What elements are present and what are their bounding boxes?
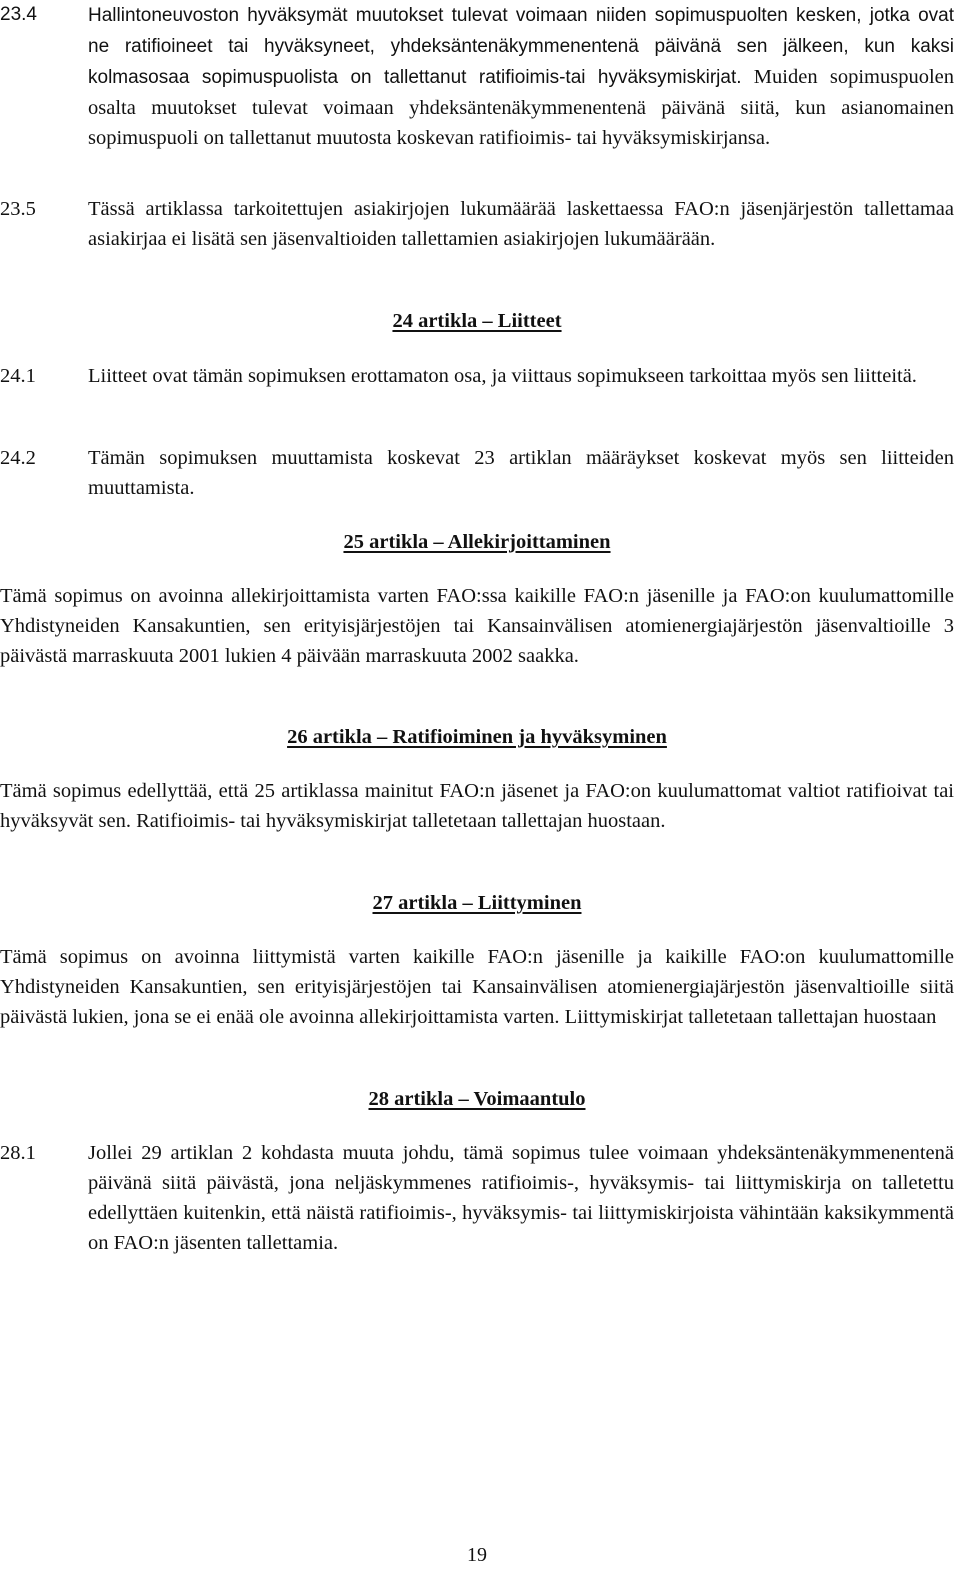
paragraph-text: Tässä artiklassa tarkoitettujen asiakirjojen lukumäärää laskettaessa FAO:n jäsenjärjestön tallettamaa asiakirjaa ei lisätä sen jäsenvaltioiden tallettamien asiakirjojen lukumäärään. xyxy=(88,198,954,250)
article-25-heading: 25 artikla – Allekirjoittaminen xyxy=(343,531,611,553)
paragraph-text-sans: Hallintoneuvoston hyväksymät muutokset tulevat voimaan niiden sopimuspuolten kesken, jotka ovat ne ratifioineet tai hyväksyneet, yhdeksäntenäkymmenentenä päivänä sen jälkeen, kun kaksi kolmasosaa sopimuspuolista on tallettanut ratifioimis-tai hyväksymiskirjat. xyxy=(88,5,954,88)
paragraph-28-1 xyxy=(0,1138,954,1258)
paragraph-26: Tämä sopimus edellyttää, että 25 artiklassa mainitut FAO:n jäsenet ja FAO:on kuulumattomat valtiot ratifioivat tai hyväksyvät sen. Ratifioimis- tai hyväksymiskirjat talletetaan tallettajan huostaan. xyxy=(0,780,954,832)
paragraph-number: 23.5 xyxy=(0,198,36,220)
paragraph-27: Tämä sopimus on avoinna liittymistä varten kaikille FAO:n jäsenille ja kaikille FAO:on kuulumattomille Yhdistyneiden Kansakuntien, sen erityisjärjestöjen tai Kansainvälisen atomienergiajärjestön jäsenvaltioille siitä päivästä lukien, jona se ei enää ole avoinna allekirjoittamista varten. Liittymiskirjat talletetaan tallettajan huostaan xyxy=(0,946,954,1028)
paragraph-number: 28.1 xyxy=(0,1142,36,1164)
paragraph-23-5 xyxy=(0,194,954,254)
paragraph-text: Liitteet ovat tämän sopimuksen erottamaton osa, ja viittaus sopimukseen tarkoittaa myös sen liitteitä. xyxy=(88,365,917,387)
article-24-heading: 24 artikla – Liitteet xyxy=(392,310,562,332)
paragraph-text: Jollei 29 artiklan 2 kohdasta muuta johdu, tämä sopimus tulee voimaan yhdeksäntenäkymmenentenä päivänä siitä päivästä, jona neljäskymmenes ratifioimis-, hyväksymis- tai liittymiskirja on talletettu edellyttäen kuitenkin, että näistä ratifioimis-, hyväksymis- tai liittymiskirjoista vähintään kaksikymmentä on FAO:n jäsenten tallettamia. xyxy=(88,1142,954,1254)
article-27-heading: 27 artikla – Liittyminen xyxy=(372,892,582,914)
paragraph-number: 24.2 xyxy=(0,447,36,469)
paragraph-text: Tämän sopimuksen muuttamista koskevat 23 artiklan määräykset koskevat myös sen liitteiden muuttamista. xyxy=(88,447,954,499)
paragraph-24-2 xyxy=(0,443,954,503)
paragraph-24-1 xyxy=(0,361,954,391)
paragraph-23-4 xyxy=(0,0,954,153)
page-number: 19 xyxy=(467,1544,487,1566)
paragraph-25: Tämä sopimus on avoinna allekirjoittamista varten FAO:ssa kaikille FAO:n jäsenille ja FAO:on kuulumattomille Yhdistyneiden Kansakuntien, sen erityisjärjestöjen tai Kansainvälisen atomienergiajärjestön jäsenvaltioille 3 päivästä marraskuuta 2001 lukien 4 päivään marraskuuta 2002 saakka. xyxy=(0,585,954,667)
paragraph-number: 24.1 xyxy=(0,365,36,387)
article-28-heading: 28 artikla – Voimaantulo xyxy=(368,1088,586,1110)
article-26-heading: 26 artikla – Ratifioiminen ja hyväksyminen xyxy=(287,726,667,748)
paragraph-number: 23.4 xyxy=(0,4,37,25)
paragraph-text xyxy=(88,0,954,153)
paragraph-text-serif: Muiden sopimuspuolen osalta muutokset tulevat voimaan yhdeksäntenäkymmenentenä päivänä siitä, kun asianomainen sopimuspuoli on tallettanut muutosta koskevan ratifioimis- tai hyväksymiskirjansa. xyxy=(88,66,954,149)
